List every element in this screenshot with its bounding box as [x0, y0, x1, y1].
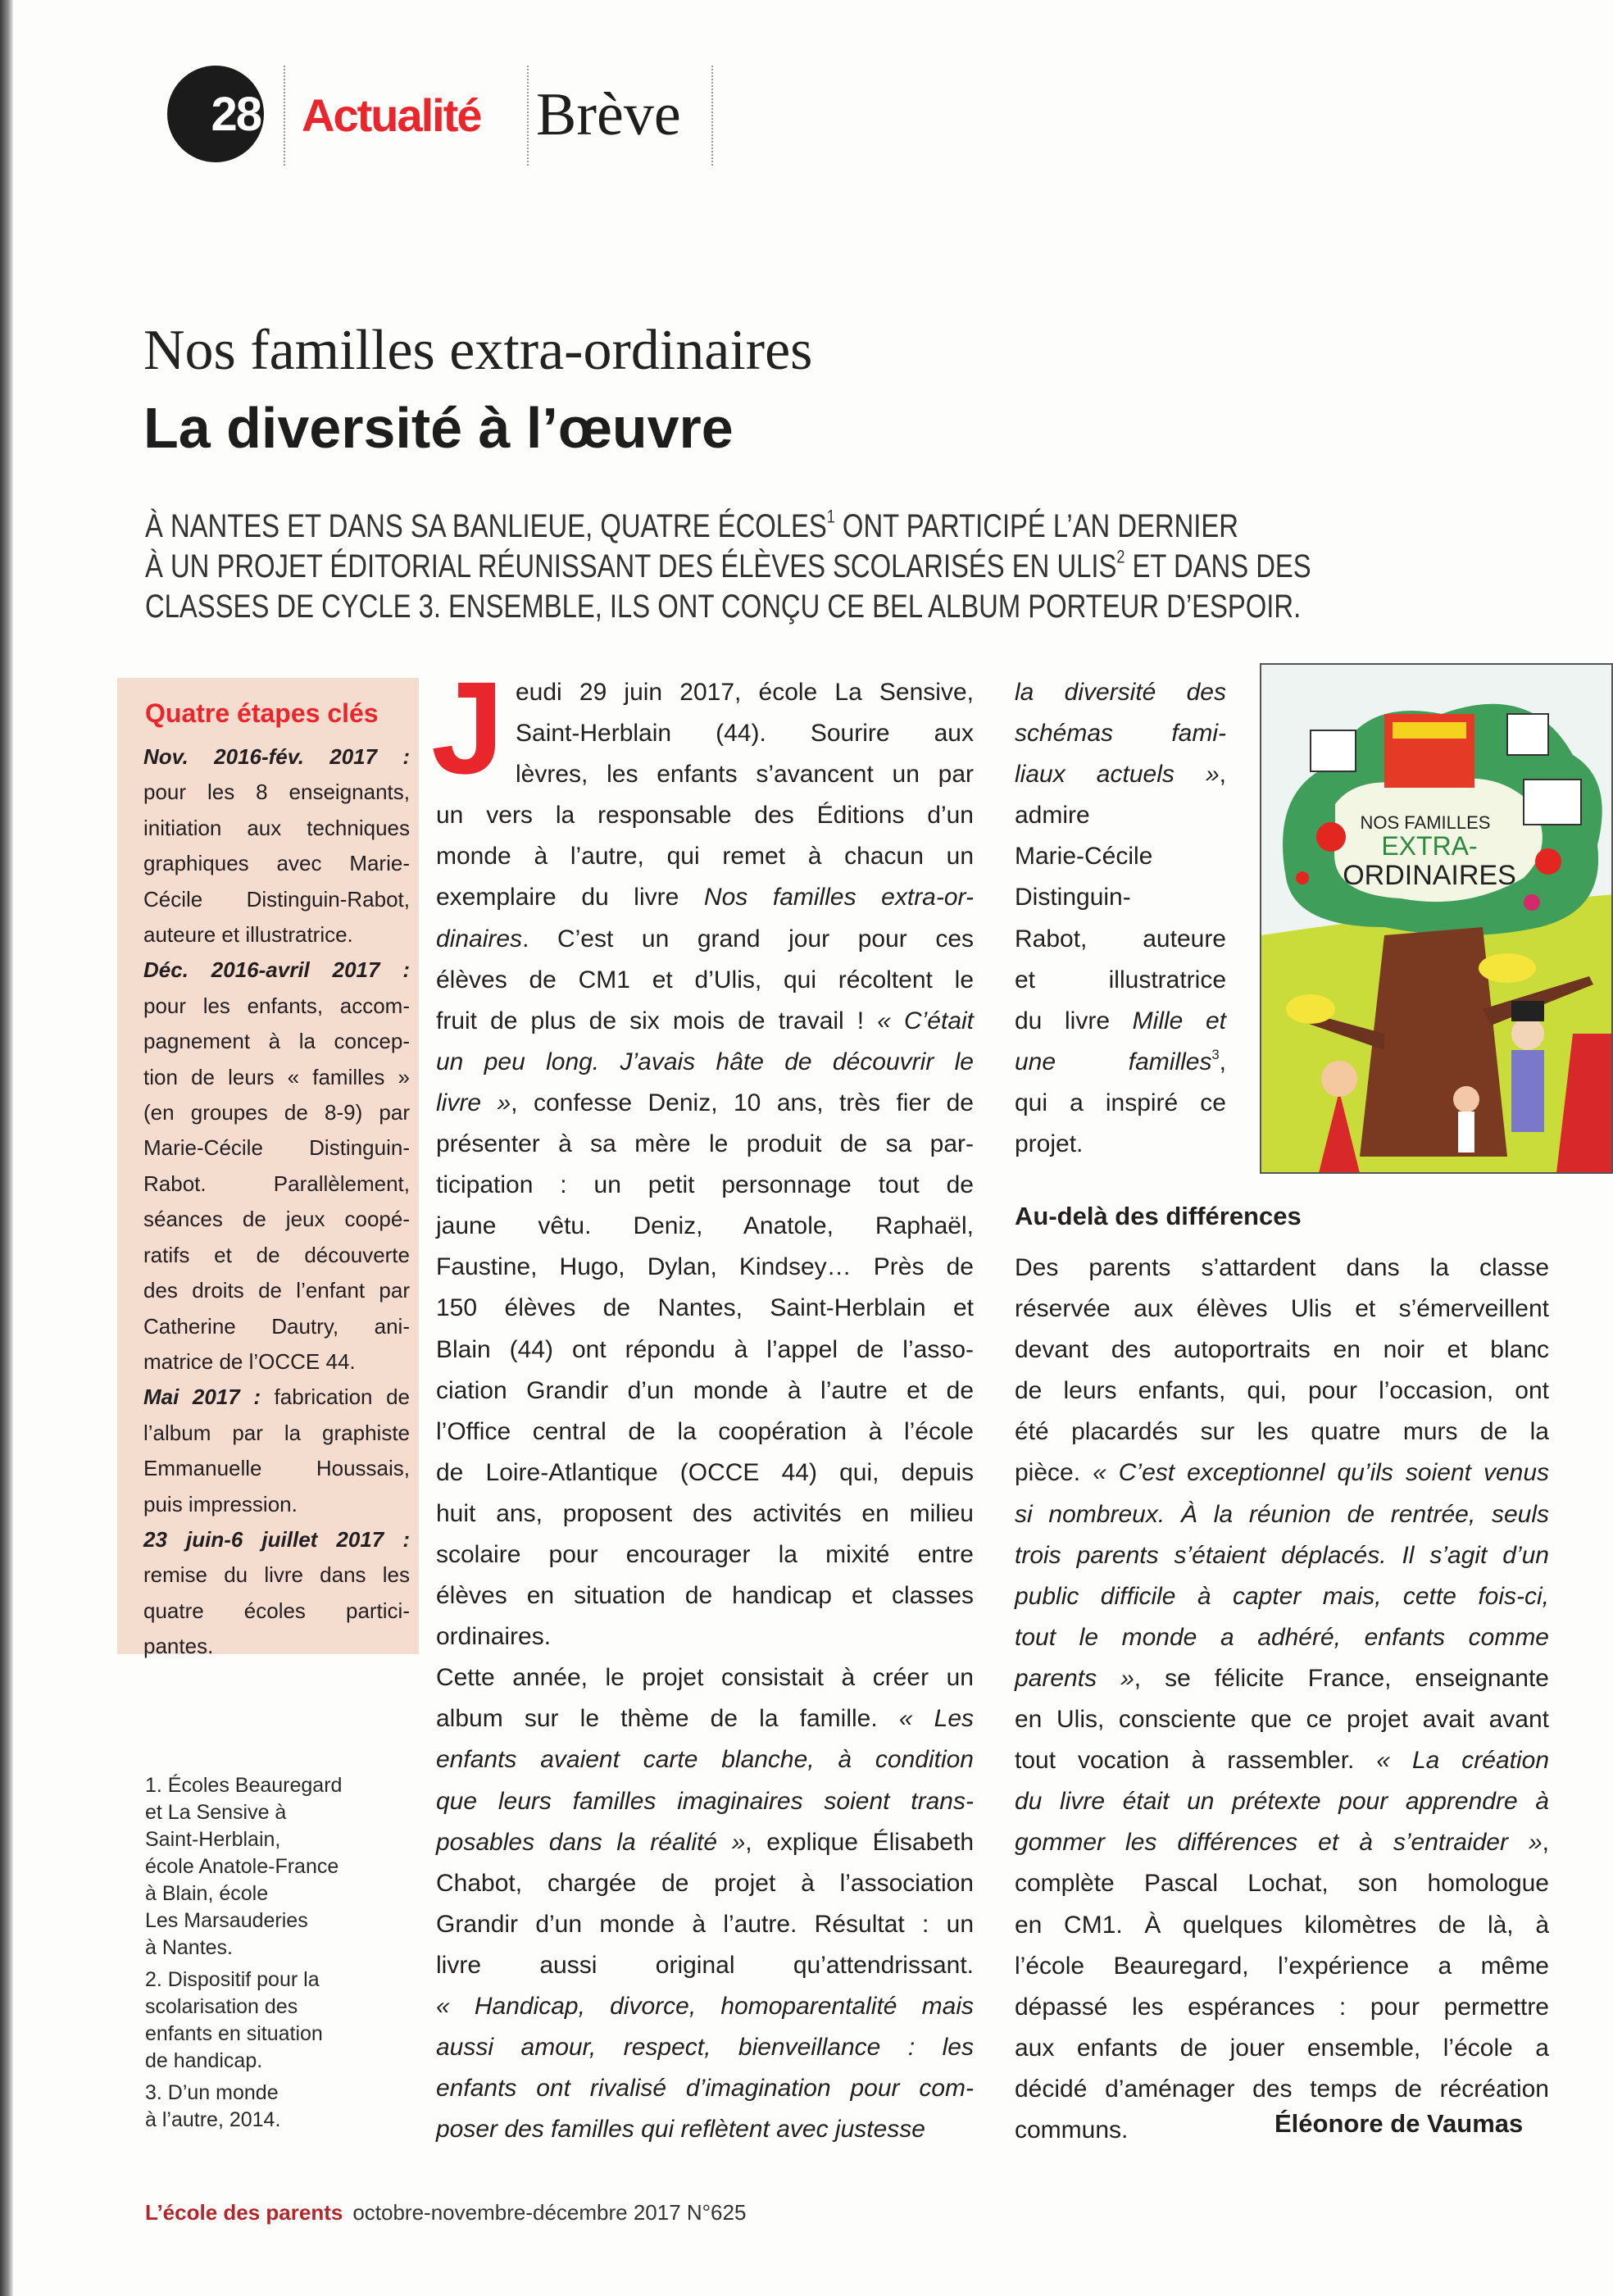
- text-segment: ,: [1542, 1829, 1549, 1857]
- text-segment: « Les: [898, 1705, 975, 1733]
- text-line: [145, 1994, 391, 2021]
- sidebar-text: [143, 739, 410, 1665]
- paragraph: [143, 952, 410, 1380]
- section-rubric: Actualité: [302, 89, 481, 141]
- cover-title-line1: NOS FAMILLES: [1360, 812, 1491, 833]
- text-line: [436, 1739, 974, 1780]
- text-line: [436, 2068, 974, 2109]
- paragraph: [145, 1772, 391, 1962]
- text-segment: présenter à sa mère le produit de sa par-: [436, 1130, 974, 1158]
- text-line: [436, 1412, 974, 1453]
- text-segment: ,: [1219, 1048, 1226, 1075]
- text-segment: pour les enfants, accom-: [143, 993, 410, 1018]
- text-line: [143, 952, 410, 988]
- text-line: [143, 1166, 410, 1202]
- text-segment: public difficile à capter mais, cette fois-ci,: [1015, 1582, 1549, 1610]
- text-segment: de Loire-Atlantique (OCCE 44) qui, depuis: [436, 1458, 974, 1486]
- text-segment: école Anatole-France: [145, 1855, 339, 1878]
- text-segment: de handicap.: [145, 2049, 263, 2072]
- text-segment: tout vocation à rassembler.: [1015, 1747, 1377, 1775]
- text-line: [1015, 713, 1226, 754]
- text-line: [1015, 1083, 1226, 1124]
- text-segment: l’Office central de la coopération à l’école: [436, 1417, 974, 1445]
- text-line: [1015, 1740, 1549, 1781]
- article-subtitle: La diversité à l’œuvre: [143, 396, 734, 460]
- divider: [284, 66, 285, 166]
- text-segment: la diversité des: [1015, 679, 1226, 706]
- text-line: [1015, 1822, 1549, 1863]
- text-line: [1015, 877, 1226, 918]
- text-segment: ciation Grandir d’un monde à l’autre et de: [436, 1376, 974, 1404]
- text-line: [143, 1024, 410, 1059]
- article-lead: [145, 507, 1567, 627]
- text-segment: Catherine Dautry, ani-: [143, 1313, 410, 1339]
- text-segment: liaux actuels »: [1015, 761, 1220, 789]
- article-title: Nos familles extra-ordinaires: [143, 319, 813, 382]
- text-segment: jaune vêtu. Deniz, Anatole, Raphaël,: [436, 1212, 974, 1240]
- text-line: [436, 960, 974, 1001]
- text-line: [143, 917, 410, 952]
- text-segment: à l’autre, 2014.: [145, 2108, 281, 2131]
- text-line: [436, 836, 974, 877]
- magazine-name: L’école des parents: [145, 2200, 343, 2225]
- text-segment: trois parents s’étaient déplacés. Il s’agit d’un: [1015, 1541, 1549, 1569]
- text-segment: gommer les différences et à s’entraider »: [1015, 1829, 1543, 1857]
- text-segment: posables dans la réalité »: [436, 1828, 746, 1856]
- yellow-bird: [1286, 994, 1335, 1024]
- text-segment: ratifs et de découverte: [143, 1242, 410, 1267]
- text-segment: livre »: [436, 1089, 511, 1116]
- text-segment: enfants avaient carte blanche, à condition: [436, 1746, 974, 1774]
- book-cover-image: [1260, 663, 1613, 1174]
- text-segment: décidé d’aménager des temps de récréation: [1015, 2075, 1549, 2103]
- text-line: [143, 739, 410, 775]
- text-segment: devant des autoportraits en noir et blanc: [1015, 1336, 1549, 1364]
- text-line: [436, 713, 974, 754]
- text-segment: 2. Dispositif pour la: [145, 1968, 320, 1991]
- author-signature: Éléonore de Vaumas: [1274, 2109, 1524, 2138]
- text-segment: eudi 29 juin 2017, école La Sensive,: [516, 679, 974, 706]
- text-line: [145, 1907, 391, 1935]
- text-line: [1015, 1289, 1549, 1330]
- text-line: [1015, 1042, 1226, 1083]
- text-segment: à Blain, école: [145, 1882, 269, 1905]
- text-segment: album sur le thème de la famille.: [436, 1705, 899, 1733]
- paragraph: [145, 1966, 391, 2075]
- text-line: [143, 882, 410, 917]
- text-segment: un peu long. J’avais hâte de découvrir le: [436, 1048, 974, 1075]
- text-line: [436, 1330, 974, 1371]
- text-segment: CLASSES DE CYCLE 3. ENSEMBLE, ILS ONT CONÇU CE BEL ALBUM PORTEUR D’ESPOIR.: [145, 589, 1302, 625]
- text-line: [1015, 1330, 1549, 1371]
- text-line: [145, 1966, 391, 1994]
- text-segment: Chabot, chargée de projet à l’association: [436, 1869, 974, 1897]
- text-line: [436, 1904, 974, 1945]
- text-segment: « C’était: [877, 1007, 974, 1034]
- text-segment: 2: [1116, 546, 1125, 567]
- text-segment: remise du livre dans les: [143, 1562, 410, 1588]
- text-line: [1015, 1863, 1549, 1904]
- text-segment: fabrication de: [260, 1384, 410, 1410]
- text-line: [145, 1853, 391, 1880]
- text-line: [1015, 1494, 1549, 1535]
- text-line: [1015, 1946, 1549, 1987]
- text-segment: des droits de l’enfant par: [143, 1278, 410, 1303]
- text-line: [1015, 2028, 1549, 2069]
- text-line: [436, 877, 974, 918]
- text-line: [436, 1698, 974, 1739]
- text-segment: Saint-Herblain,: [145, 1828, 281, 1851]
- text-segment: Emmanuelle Houssais,: [143, 1456, 410, 1481]
- text-segment: quatre écoles partici-: [143, 1598, 410, 1623]
- text-segment: , se félicite France, enseignante: [1134, 1664, 1549, 1692]
- text-line: [145, 587, 1311, 627]
- text-line: [436, 1124, 974, 1165]
- text-segment: aussi amour, respect, bienveillance : les: [436, 2034, 974, 2062]
- text-segment: si nombreux. À la réunion de rentrée, seuls: [1015, 1500, 1549, 1528]
- text-line: [1015, 1905, 1549, 1946]
- text-segment: Mille et: [1132, 1007, 1227, 1034]
- text-line: [436, 795, 974, 836]
- text-segment: À NANTES ET DANS SA BANLIEUE, QUATRE ÉCOLES: [145, 508, 827, 544]
- text-line: [143, 1380, 410, 1415]
- text-segment: Faustine, Hugo, Dylan, Kindsey… Près de: [436, 1253, 974, 1281]
- text-line: [143, 1202, 410, 1237]
- text-line: [143, 1344, 410, 1380]
- text-segment: « C’est exceptionnel qu’ils soient venus: [1093, 1459, 1550, 1487]
- text-segment: « La création: [1376, 1747, 1550, 1775]
- text-line: [436, 2109, 974, 2150]
- sidebar-heading: Quatre étapes clés: [145, 698, 379, 728]
- text-segment: initiation aux techniques: [143, 815, 410, 840]
- book-cover-illustration: [1261, 665, 1613, 1174]
- article-column-middle: [436, 672, 974, 2150]
- text-segment: Déc. 2016-avril 2017 :: [143, 957, 410, 983]
- text-line: [1015, 1699, 1549, 1740]
- text-segment: 3: [1211, 1047, 1220, 1062]
- text-line: [436, 1494, 974, 1534]
- text-line: [145, 507, 1311, 547]
- text-line: [436, 1657, 974, 1698]
- text-line: [143, 1095, 410, 1130]
- text-segment: scolaire pour encourager la mixité entre: [436, 1540, 974, 1568]
- text-segment: , explique Élisabeth: [745, 1828, 974, 1856]
- text-segment: . C’est un grand jour pour ces: [522, 925, 974, 952]
- text-line: [436, 1453, 974, 1494]
- text-segment: puis impression.: [143, 1491, 298, 1516]
- text-segment: 1. Écoles Beauregard: [145, 1774, 343, 1797]
- text-line: [436, 1863, 974, 1904]
- text-segment: Des parents s’attardent dans la classe: [1015, 1254, 1549, 1281]
- text-line: [145, 2080, 391, 2107]
- text-line: [143, 846, 410, 881]
- text-line: [145, 2021, 391, 2048]
- section-subrubric: Brève: [536, 81, 681, 148]
- paragraph: [1015, 1248, 1549, 2151]
- text-line: [1015, 836, 1226, 877]
- text-line: [143, 1238, 410, 1273]
- text-line: [1015, 1535, 1549, 1576]
- text-segment: pantes.: [143, 1634, 214, 1659]
- paragraph: [143, 1522, 410, 1665]
- text-segment: exemplaire du livre: [436, 884, 704, 912]
- text-line: [143, 1060, 410, 1095]
- text-segment: Nos familles extra-or-: [703, 884, 974, 912]
- text-line: [1015, 1124, 1226, 1165]
- paragraph: [1015, 672, 1226, 1165]
- article-column-right: [1015, 1248, 1549, 2151]
- text-line: [1015, 919, 1226, 960]
- text-segment: scolarisation des: [145, 1995, 298, 2018]
- text-segment: ,: [1219, 761, 1226, 789]
- text-segment: ticipation : un petit personnage tout de: [436, 1171, 974, 1199]
- text-line: [436, 672, 974, 713]
- text-segment: tout le monde a adhéré, enfants comme: [1015, 1623, 1549, 1651]
- text-line: [1015, 795, 1226, 836]
- text-line: [1015, 1371, 1549, 1412]
- issue-info: octobre-novembre-décembre 2017 N°625: [352, 2200, 747, 2225]
- cover-title-line3: ORDINAIRES: [1343, 860, 1516, 891]
- text-line: [145, 1826, 391, 1853]
- text-line: [436, 1945, 974, 1986]
- text-segment: parents »: [1015, 1664, 1134, 1692]
- text-segment: 1: [826, 506, 835, 527]
- text-segment: réservée aux élèves Ulis et s’émerveillent: [1015, 1295, 1549, 1323]
- text-segment: Rabot, auteure: [1015, 925, 1226, 952]
- text-line: [1015, 754, 1226, 795]
- text-line: [1015, 1001, 1226, 1042]
- text-segment: séances de jeux coopé-: [143, 1207, 410, 1232]
- text-segment: communs.: [1015, 2116, 1129, 2144]
- text-segment: enfants ont rivalisé d’imagination pour com-: [436, 2075, 974, 2103]
- drop-cap: J: [431, 654, 504, 801]
- text-segment: projet.: [1015, 1130, 1084, 1158]
- text-segment: dépassé les espérances : pour permettre: [1015, 1993, 1549, 2021]
- text-line: [143, 1130, 410, 1166]
- text-line: [436, 1288, 974, 1329]
- text-segment: poser des familles qui reflètent avec justesse: [436, 2116, 925, 2144]
- text-segment: complète Pascal Lochat, son homologue: [1015, 1870, 1549, 1898]
- paragraph: [436, 672, 974, 1657]
- text-line: [436, 1206, 974, 1247]
- text-line: [143, 1487, 410, 1522]
- text-segment: Mai 2017 :: [143, 1384, 261, 1410]
- text-line: [436, 2027, 974, 2068]
- text-line: [1015, 1781, 1549, 1822]
- text-segment: de leurs enfants, qui, pour l’occasion, ont: [1015, 1377, 1549, 1405]
- text-line: [145, 1772, 391, 1799]
- text-line: [145, 2048, 391, 2075]
- text-segment: Marie-Cécile Distinguin-: [143, 1135, 410, 1161]
- text-segment: Marie-Cécile: [1015, 843, 1153, 871]
- text-segment: livre aussi original qu’attendrissant.: [436, 1951, 974, 1979]
- paragraph: [143, 1380, 410, 1522]
- text-line: [436, 1781, 974, 1822]
- article-column-right-top: [1015, 672, 1226, 1165]
- text-segment: ONT PARTICIPÉ L’AN DERNIER: [834, 508, 1238, 544]
- text-segment: l’album par la graphiste: [143, 1420, 410, 1445]
- text-line: [436, 1616, 974, 1657]
- text-line: [143, 1309, 410, 1344]
- text-segment: matrice de l’OCCE 44.: [143, 1348, 356, 1374]
- text-segment: en Ulis, consciente que ce projet avait avant: [1015, 1706, 1549, 1734]
- text-segment: été placardés sur les quatre murs de la: [1015, 1418, 1549, 1446]
- text-line: [1015, 1453, 1549, 1494]
- text-line: [145, 1799, 391, 1826]
- article-subheading: Au-delà des différences: [1015, 1202, 1302, 1230]
- text-line: [143, 989, 410, 1024]
- text-segment: Rabot. Parallèlement,: [143, 1171, 410, 1196]
- text-line: [436, 919, 974, 960]
- text-line: [436, 1575, 974, 1616]
- text-segment: Blain (44) ont répondu à l’appel de l’asso-: [436, 1335, 974, 1363]
- text-line: [143, 1629, 410, 1664]
- text-segment: une familles: [1015, 1048, 1212, 1075]
- page-number-badge: [167, 66, 264, 162]
- text-segment: Distinguin-: [1015, 884, 1131, 912]
- text-line: [1015, 2069, 1549, 2110]
- text-segment: que leurs familles imaginaires soient trans-: [436, 1787, 974, 1815]
- text-segment: et illustratrice: [1015, 966, 1226, 993]
- text-line: [1015, 672, 1226, 713]
- text-line: [1015, 1412, 1549, 1453]
- text-line: [1015, 1248, 1549, 1289]
- text-segment: Cette année, le projet consistait à créer un: [436, 1664, 974, 1692]
- text-segment: schémas fami-: [1015, 720, 1226, 748]
- page-number: 28: [211, 87, 261, 141]
- text-segment: Nov. 2016-fév. 2017 :: [143, 744, 410, 769]
- text-segment: huit ans, proposent des activités en milieu: [436, 1499, 974, 1527]
- text-segment: pour les 8 enseignants,: [143, 780, 410, 805]
- text-line: [143, 1273, 410, 1308]
- text-segment: Saint-Herblain (44). Sourire aux: [516, 720, 974, 748]
- page-footer: [145, 2200, 746, 2226]
- text-segment: élèves en situation de handicap et classes: [436, 1582, 974, 1610]
- text-line: [1015, 1617, 1549, 1658]
- text-line: [436, 1371, 974, 1412]
- text-segment: en CM1. À quelques kilomètres de là, à: [1015, 1911, 1549, 1939]
- text-segment: , confesse Deniz, 10 ans, très fier de: [511, 1089, 974, 1116]
- text-line: [145, 1935, 391, 1962]
- cover-title-line2: EXTRA-: [1381, 831, 1478, 861]
- text-line: [436, 1534, 974, 1575]
- text-line: [145, 2107, 391, 2134]
- text-line: [145, 547, 1311, 587]
- text-line: [1015, 1987, 1549, 2028]
- text-segment: pièce.: [1015, 1459, 1093, 1487]
- text-segment: tion de leurs « familles »: [143, 1064, 410, 1089]
- text-line: [436, 1247, 974, 1288]
- paragraph: [145, 2080, 391, 2134]
- divider: [711, 66, 713, 166]
- text-segment: du livre était un prétexte pour apprendre à: [1015, 1788, 1549, 1816]
- text-segment: et La Sensive à: [145, 1801, 287, 1824]
- text-line: [145, 1880, 391, 1907]
- text-segment: à Nantes.: [145, 1936, 234, 1959]
- text-segment: Les Marsauderies: [145, 1909, 308, 1932]
- text-segment: admire: [1015, 802, 1090, 830]
- text-segment: Grandir d’un monde à l’autre. Résultat : un: [436, 1910, 974, 1938]
- text-line: [436, 1986, 974, 2027]
- text-line: [143, 775, 410, 810]
- text-line: [143, 1557, 410, 1593]
- text-segment: dinaires: [436, 925, 523, 952]
- text-segment: 3. D’un monde: [145, 2081, 279, 2104]
- text-segment: pagnement à la concep-: [143, 1029, 410, 1054]
- text-line: [1015, 960, 1226, 1001]
- paragraph: [143, 739, 410, 952]
- text-segment: « Handicap, divorce, homoparentalité mais: [436, 1993, 974, 2020]
- text-line: [436, 1001, 974, 1042]
- text-line: [436, 754, 974, 795]
- text-line: [143, 1594, 410, 1629]
- text-line: [436, 1822, 974, 1863]
- text-segment: ET DANS DES: [1125, 548, 1311, 584]
- text-segment: élèves de CM1 et d’Ulis, qui récoltent le: [436, 966, 974, 993]
- text-line: [143, 1416, 410, 1451]
- text-segment: enfants en situation: [145, 2022, 323, 2045]
- text-line: [436, 1083, 974, 1124]
- text-segment: l’école Beauregard, l’expérience a même: [1015, 1952, 1549, 1980]
- page-edge-shadow: [0, 0, 13, 2296]
- footnotes: [145, 1772, 391, 2139]
- text-segment: monde à l’autre, qui remet à chacun un: [436, 843, 974, 871]
- text-line: [1015, 1658, 1549, 1699]
- text-segment: fruit de plus de six mois de travail !: [436, 1007, 878, 1034]
- text-segment: lèvres, les enfants s’avancent un par: [516, 761, 974, 789]
- text-segment: (en groupes de 8-9) par: [143, 1100, 410, 1125]
- text-segment: aux enfants de jouer ensemble, l’école a: [1015, 2034, 1549, 2062]
- text-line: [143, 811, 410, 846]
- text-line: [436, 1165, 974, 1206]
- text-segment: qui a inspiré ce: [1015, 1089, 1226, 1116]
- text-segment: 150 élèves de Nantes, Saint-Herblain et: [436, 1294, 974, 1322]
- divider: [527, 66, 529, 166]
- text-segment: À UN PROJET ÉDITORIAL RÉUNISSANT DES ÉLÈVES SCOLARISÉS EN ULIS: [145, 548, 1117, 584]
- text-line: [143, 1522, 410, 1557]
- text-line: [143, 1451, 410, 1486]
- text-line: [436, 1042, 974, 1083]
- text-segment: ordinaires.: [436, 1623, 552, 1651]
- text-line: [1015, 1576, 1549, 1617]
- text-segment: auteure et illustratrice.: [143, 922, 353, 948]
- text-segment: graphiques avec Marie-: [143, 851, 410, 876]
- text-segment: 23 juin-6 juillet 2017 :: [143, 1526, 410, 1552]
- text-segment: un vers la responsable des Éditions d’un: [436, 802, 974, 830]
- text-segment: du livre: [1015, 1007, 1133, 1034]
- text-segment: Cécile Distinguin-Rabot,: [143, 886, 410, 912]
- paragraph: [436, 1657, 974, 2150]
